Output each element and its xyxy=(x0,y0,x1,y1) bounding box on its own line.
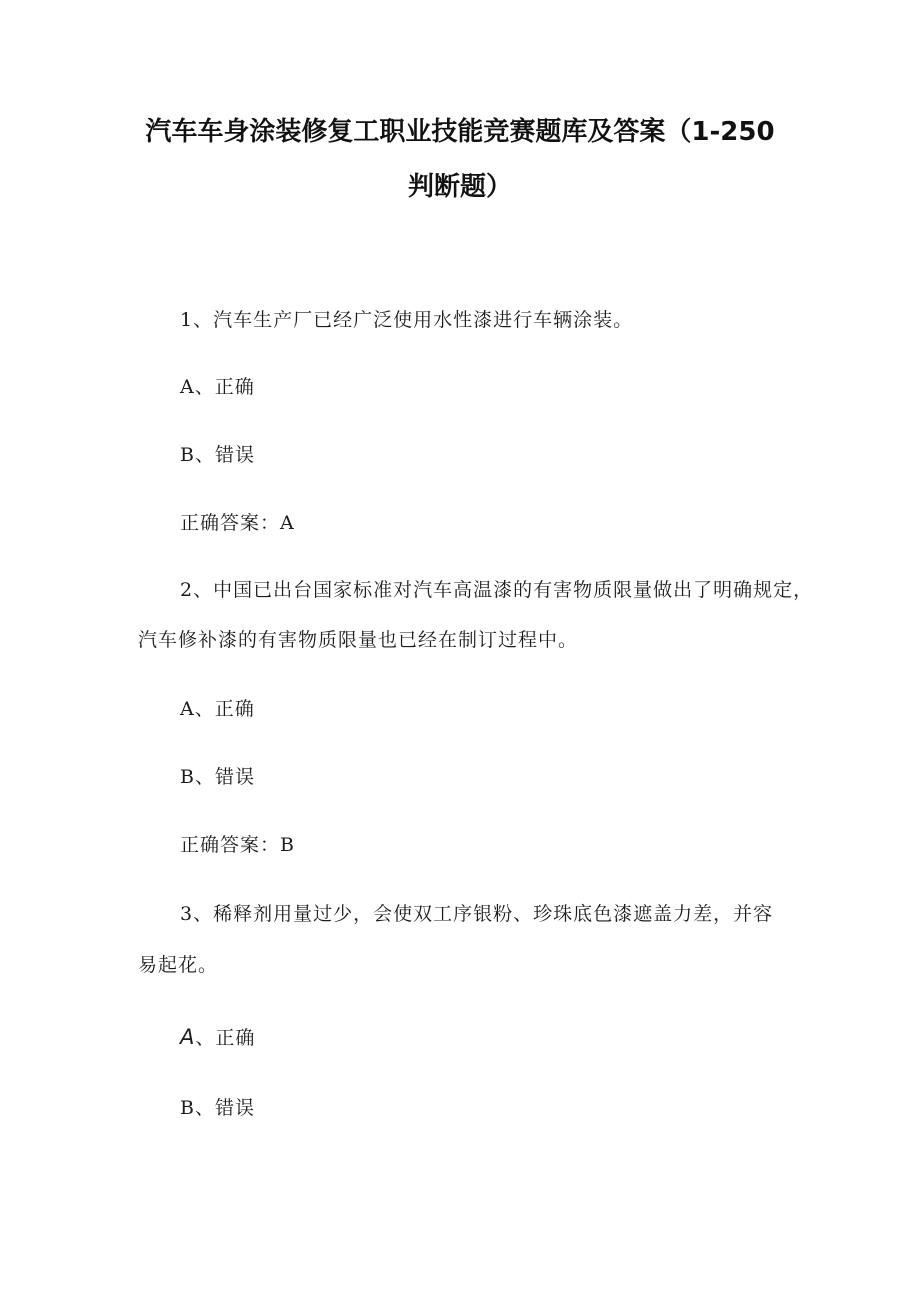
question-2-text-line-1: 2、中国已出台国家标准对汽车高温漆的有害物质限量做出了明确规定， xyxy=(180,579,814,601)
question-1-answer: 正确答案：A xyxy=(180,512,295,534)
question-3-option-a-label: 、正确 xyxy=(195,1027,256,1049)
question-1-option-a: A、正确 xyxy=(180,376,255,398)
question-3-text-line-1: 3、稀释剂用量过少，会使双工序银粉、珍珠底色漆遮盖力差，并容 xyxy=(180,903,774,925)
document-title-line-2: 判断题） xyxy=(407,172,512,202)
question-2-answer: 正确答案：B xyxy=(180,834,295,856)
question-3-option-a xyxy=(180,1025,255,1050)
document-title-line-1: 汽车车身涂装修复工职业技能竞赛题库及答案（1-250 xyxy=(145,117,775,147)
question-2-text-line-2: 汽车修补漆的有害物质限量也已经在制订过程中。 xyxy=(138,629,579,651)
question-2-option-a: A、正确 xyxy=(180,698,255,720)
question-3-option-b: B、错误 xyxy=(180,1097,255,1119)
question-3-text-line-2: 易起花。 xyxy=(138,954,219,976)
question-2-option-b: B、错误 xyxy=(180,766,255,788)
question-1-text: 1、汽车生产厂已经广泛使用水性漆进行车辆涂装。 xyxy=(180,309,634,331)
question-3-option-a-letter: A xyxy=(180,1025,196,1049)
question-1-option-b: B、错误 xyxy=(180,444,255,466)
